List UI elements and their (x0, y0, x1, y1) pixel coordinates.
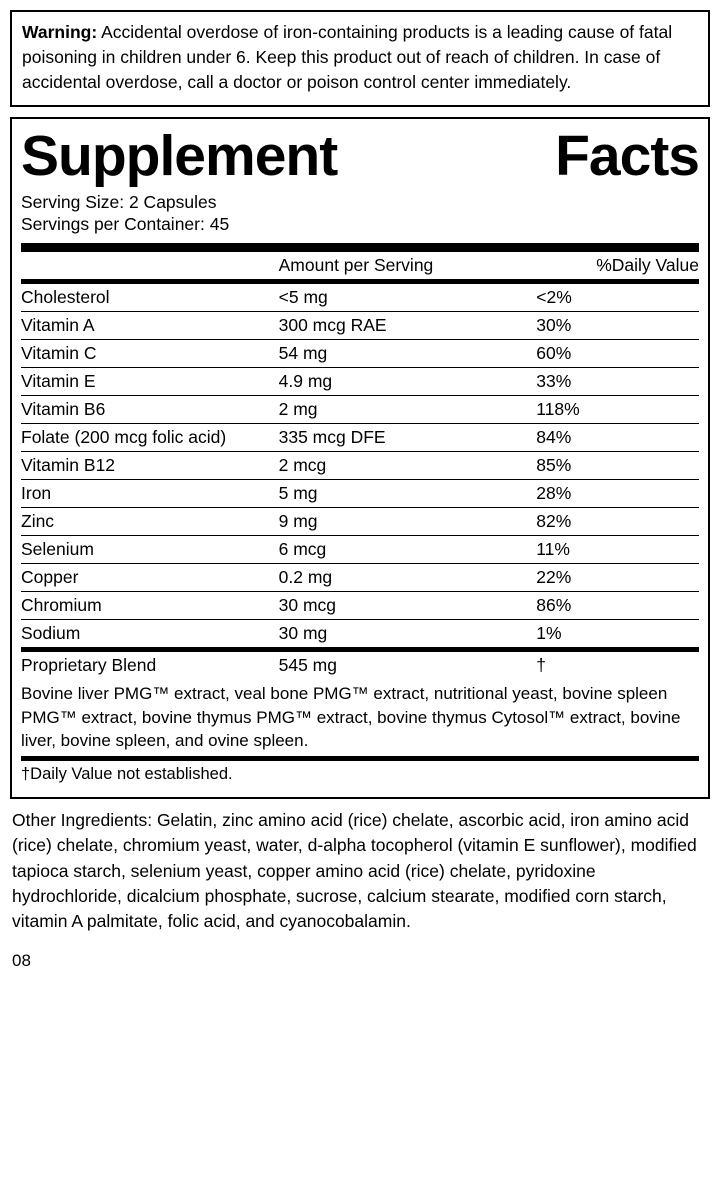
warning-box (10, 10, 710, 107)
row-name: Vitamin C (21, 340, 279, 368)
table-header-row (21, 252, 699, 279)
row-dv: 30% (536, 312, 699, 340)
row-dv: 82% (536, 508, 699, 536)
panel-title-supplement: Supplement (21, 123, 338, 188)
row-amount: 6 mcg (279, 536, 537, 564)
row-dv: 1% (536, 623, 562, 644)
table-row (21, 340, 699, 368)
row-dv: 11% (536, 536, 699, 564)
row-name: Copper (21, 564, 279, 592)
row-amount: 300 mcg RAE (279, 312, 537, 340)
row-name: Iron (21, 480, 279, 508)
servings-per-container: Servings per Container: 45 (21, 214, 230, 235)
table-row (21, 368, 699, 396)
proprietary-blend-description-row (21, 679, 699, 755)
row-name: Folate (200 mcg folic acid) (21, 424, 279, 452)
page-code: 08 (12, 950, 31, 970)
row-name: Sodium (21, 623, 81, 644)
table-row (21, 424, 699, 452)
row-name: Cholesterol (21, 284, 279, 312)
header-nutrient (21, 252, 279, 279)
table-row (21, 480, 699, 508)
row-name: Vitamin A (21, 312, 279, 340)
row-dv: 86% (536, 592, 699, 620)
row-name: Selenium (21, 536, 279, 564)
divider-thick-top (21, 243, 699, 252)
warning-text (22, 20, 698, 95)
row-amount: 4.9 mg (279, 368, 537, 396)
panel-title-facts: Facts (555, 123, 699, 188)
header-daily-value: %Daily Value (596, 255, 699, 276)
row-name: Vitamin E (21, 368, 279, 396)
table-row (21, 564, 699, 592)
proprietary-blend-row (21, 652, 699, 679)
warning-body: Accidental overdose of iron-containing products is a leading cause of fatal poisoning in children under 6. Keep this product out of reach of children. In case of accidental overdose, call a doctor or poison control center immediately. (22, 22, 673, 92)
row-dv: 33% (536, 368, 699, 396)
row-amount: 54 mg (279, 340, 537, 368)
row-dv: 60% (536, 340, 699, 368)
warning-label: Warning: (22, 22, 98, 42)
row-name: Vitamin B12 (21, 452, 279, 480)
row-name: Zinc (21, 508, 279, 536)
row-amount: 2 mg (279, 396, 537, 424)
row-amount: <5 mg (279, 284, 537, 312)
panel-title (21, 123, 699, 188)
nutrition-table-head (21, 252, 699, 279)
blend-amount: 545 mg (278, 655, 337, 676)
row-amount: 0.2 mg (279, 564, 537, 592)
supplement-facts-panel (10, 117, 710, 799)
row-amount: 9 mg (279, 508, 537, 536)
row-amount: 5 mg (279, 480, 537, 508)
row-dv: 22% (536, 564, 699, 592)
header-amount-per-serving: Amount per Serving (278, 255, 434, 276)
row-amount: 30 mg (278, 623, 328, 644)
blend-description: Bovine liver PMG™ extract, veal bone PMG™ extract, nutritional yeast, bovine spleen PMG™ extract, bovine thymus PMG™ extract, bovine thymus Cytosol™ extract, bovine liver, bovine spleen, and ovine spleen. (21, 684, 681, 751)
table-row (21, 508, 699, 536)
row-amount: 335 mcg DFE (279, 424, 537, 452)
blend-dv: † (536, 655, 546, 676)
table-row (21, 620, 699, 648)
row-dv: <2% (536, 284, 699, 312)
proprietary-blend-table (21, 652, 699, 755)
row-amount: 2 mcg (279, 452, 537, 480)
nutrition-table (21, 252, 699, 279)
daily-value-note: †Daily Value not established. (21, 764, 233, 783)
table-row (21, 452, 699, 480)
row-dv: 118% (536, 396, 699, 424)
proprietary-blend-body (21, 652, 699, 755)
table-row (21, 536, 699, 564)
table-row (21, 592, 699, 620)
row-amount: 30 mcg (279, 592, 537, 620)
row-dv: 85% (536, 452, 699, 480)
serving-size: Serving Size: 2 Capsules (21, 191, 217, 212)
table-row (21, 284, 699, 312)
blend-name: Proprietary Blend (21, 655, 157, 676)
row-name: Vitamin B6 (21, 396, 279, 424)
table-row (21, 396, 699, 424)
nutrition-table-body (21, 284, 699, 647)
other-ingredients: Other Ingredients: Gelatin, zinc amino acid (rice) chelate, ascorbic acid, iron amino acid (rice) chelate, chromium yeast, water, d-alpha tocopherol (vitamin E sunflower), modified tapioca starch, selenium yeast, copper amino acid (rice) chelate, pyridoxine hydrochloride, dicalcium phosphate, sucrose, calcium stearate, modified corn starch, vitamin A palmitate, folic acid, and cyanocobalamin. (12, 809, 697, 932)
row-dv: 84% (536, 424, 699, 452)
row-dv: 28% (536, 480, 699, 508)
table-row (21, 312, 699, 340)
nutrition-rows (21, 284, 699, 647)
row-name: Chromium (21, 592, 279, 620)
